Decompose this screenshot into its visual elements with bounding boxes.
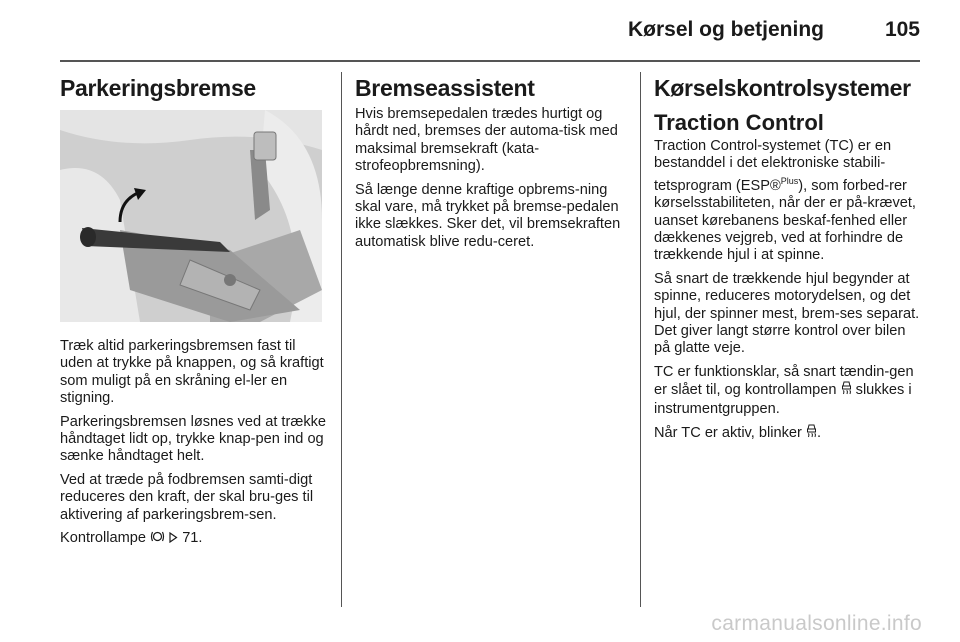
traction-control-icon: [841, 381, 852, 400]
handbrake-photo: [60, 110, 322, 322]
esp-plus-superscript: Plus: [780, 175, 799, 186]
tc-ready-text-end: slukkes i instrumentgruppen.: [654, 382, 912, 417]
paragraph-traction-control-2: Så snart de trækkende hjul begynder at spinne, reduceres motorydelsen, og det hjul, der spinner mest, brem-ses separat. Det giver langt større kontrol over bilen på glatte veje.: [654, 270, 920, 357]
heading-brake-assist: Bremseassistent: [355, 75, 535, 101]
tc-ready-text: TC er funktionsklar, så snart tændin-gen er slået til, og kontrollampen: [654, 363, 914, 399]
paragraph-parking-brake-1: Træk altid parkeringsbremsen fast til uden at trykke på knappen, og så kraftigt som muligt på en skråning el-ler en stigning.: [60, 338, 324, 407]
header-rule: [60, 60, 920, 62]
column-divider-right: [640, 72, 641, 607]
tc-active-text: Når TC er aktiv, blinker: [654, 425, 802, 442]
paragraph-traction-control-1: [654, 138, 924, 265]
paragraph-parking-brake-3: Ved at træde på fodbremsen samti-digt reduceres den kraft, der skal bru-ges til aktivering af parkeringsbrem-sen.: [60, 471, 314, 523]
column-parking-brake: [60, 74, 328, 554]
page-number: 105: [884, 18, 920, 41]
column-driving-control: [654, 74, 924, 450]
traction-control-icon: [806, 424, 817, 443]
paragraph-traction-control-4: [654, 424, 924, 443]
paragraph-brake-assist-1: Hvis bremsepedalen trædes hurtigt og hårdt ned, bremses der automa-tisk med maksimal bremsekraft (kata-strofeopbremsning).: [355, 106, 618, 175]
paragraph-parking-brake-2: Parkeringsbremsen løsnes ved at trække håndtaget lidt op, trykke knap-pen ind og sænke håndtaget helt.: [60, 413, 327, 465]
paragraph-traction-control-3: [654, 364, 924, 418]
column-brake-assist: [355, 74, 625, 257]
paragraph-brake-assist-2: Så længe denne kraftige opbrems-ning skal vare, må trykket på bremse-pedalen ikke slækkes. Sker det, vil bremsekraften automatisk blive redu-ceret.: [355, 181, 621, 250]
column-divider-left: [341, 72, 342, 607]
tc-text-part-b: ), som forbed-rer kørselsstabiliteten, når der er på-krævet, uanset kørebanens beskaf-fenhed eller dækkenes vejgreb, ved at forhindre de trækkende hjul i at spinne.: [654, 177, 916, 264]
subheading-traction-control: Traction Control: [654, 110, 824, 135]
tc-active-text-end: .: [816, 425, 821, 442]
page-reference-number: 71.: [182, 530, 203, 547]
paragraph-warning-lamp: [60, 530, 328, 548]
page-reference-icon: [169, 531, 178, 548]
heading-driving-control: Kørselskontrolsystemer: [654, 75, 911, 101]
page-header-title: Kørsel og betjening: [627, 18, 824, 41]
watermark: carmanualsonline.info: [711, 612, 922, 635]
brake-warning-icon: [150, 530, 165, 548]
heading-parking-brake: Parkeringsbremse: [60, 75, 256, 101]
tc-text-part-a: Traction Control-systemet (TC) er en bestanddel i det elektroniske stabili-tetsprogram (ESP®: [654, 138, 892, 194]
warning-lamp-label: Kontrollampe: [60, 530, 146, 547]
